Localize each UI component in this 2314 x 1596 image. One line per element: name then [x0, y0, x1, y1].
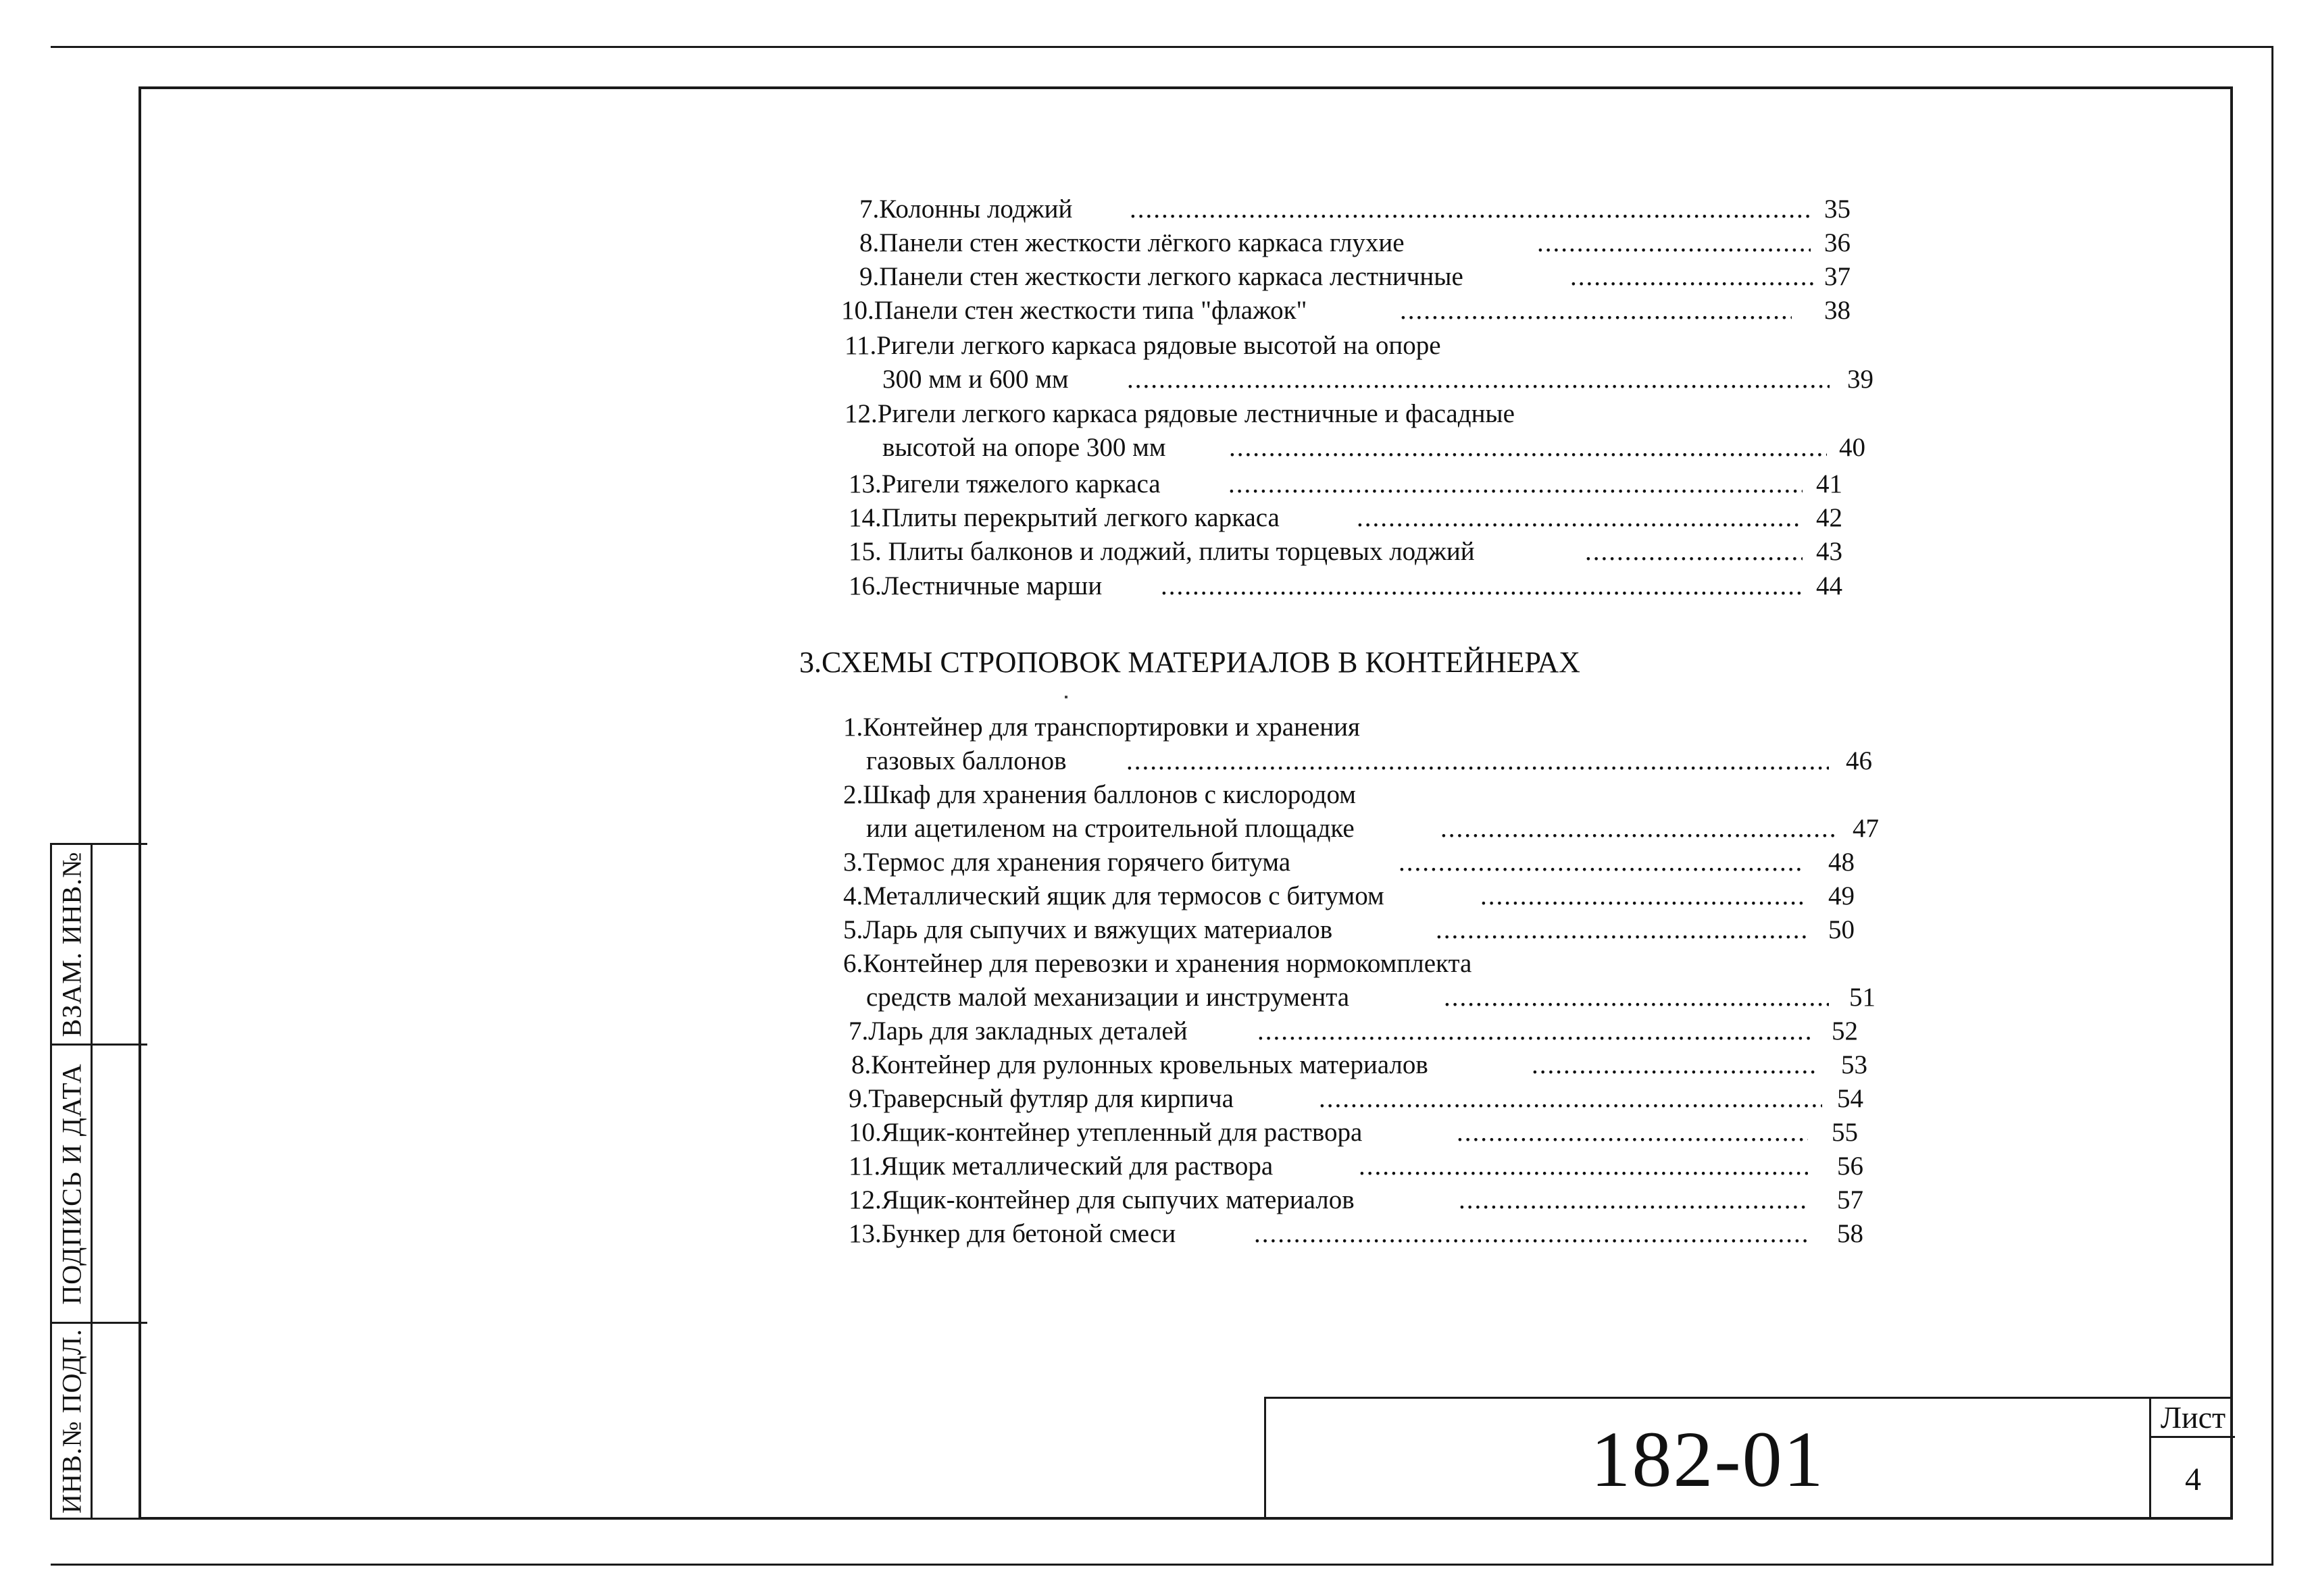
toc-row-leader	[1532, 1048, 1819, 1082]
toc-row-page: 52	[1832, 1016, 1858, 1046]
toc-row-leader	[1228, 467, 1803, 501]
toc-row-page: 55	[1832, 1118, 1858, 1147]
toc-row-page: 35	[1824, 195, 1851, 224]
bottom-trim-line	[51, 1564, 2273, 1566]
side-label-replacement: ВЗАМ. ИНВ.№	[56, 851, 86, 1037]
toc-row-text: 9.Траверсный футляр для кирпича	[849, 1084, 1234, 1113]
toc-row-text: 16.Лестничные марши	[849, 571, 1103, 600]
toc-row-text: 6.Контейнер для перевозки и хранения нормокомплекта	[843, 949, 1472, 978]
toc-row-leader	[1254, 1217, 1808, 1251]
toc-row-leader	[1436, 913, 1806, 947]
toc-row-text: 1.Контейнер для транспортировки и хранения	[843, 713, 1360, 742]
toc-row-leader	[1459, 1183, 1808, 1217]
toc-row-page: 53	[1841, 1050, 1867, 1079]
right-trim-line	[2271, 46, 2273, 1566]
toc-row-leader	[1127, 363, 1830, 396]
toc-row-text: 3.Термос для хранения горячего битума	[843, 848, 1291, 877]
toc-row-leader	[1585, 535, 1803, 569]
side-cell-signature	[50, 1044, 147, 1324]
toc-row-text: 12.Ящик-контейнер для сыпучих материалов	[849, 1185, 1355, 1214]
toc-row-leader	[1229, 431, 1827, 465]
scan-mark	[1065, 696, 1067, 698]
document-code: 182-01	[1590, 1414, 1825, 1503]
toc-row-leader	[1537, 226, 1811, 260]
toc-row-leader	[1480, 879, 1805, 913]
toc-row-page: 44	[1816, 571, 1842, 600]
toc-row-page: 42	[1816, 503, 1842, 532]
toc-row-leader	[1357, 501, 1803, 535]
toc-row-page: 43	[1816, 537, 1842, 566]
toc-row-text: газовых баллонов	[866, 746, 1067, 775]
toc-row-page: 58	[1837, 1219, 1863, 1248]
toc-row-leader	[1399, 846, 1804, 879]
toc-row-page: 49	[1828, 881, 1855, 910]
toc-row-leader	[1570, 260, 1813, 294]
toc-row-text: 8.Панели стен жесткости лёгкого каркаса глухие	[859, 228, 1405, 257]
title-block	[1264, 1397, 2233, 1520]
toc-row-text: 2.Шкаф для хранения баллонов с кислородом	[843, 780, 1356, 809]
toc-row-text: 5.Ларь для сыпучих и вяжущих материалов	[843, 915, 1333, 944]
toc-row-text: 8.Контейнер для рулонных кровельных материалов	[851, 1050, 1428, 1079]
toc-row-page: 36	[1824, 228, 1851, 257]
toc-row-leader	[1444, 981, 1829, 1014]
toc-row-leader	[1359, 1150, 1808, 1183]
toc-row-page: 56	[1837, 1152, 1863, 1181]
toc-row-page: 38	[1824, 296, 1851, 325]
toc-row-leader	[1319, 1082, 1822, 1116]
side-label-signature: ПОДПИСЬ И ДАТА	[56, 1062, 86, 1305]
toc-row-text: 10.Панели стен жесткости типа "флажок"	[841, 296, 1307, 325]
toc-row-page: 40	[1839, 433, 1865, 462]
toc-row-text: 13.Бункер для бетоной смеси	[849, 1219, 1176, 1248]
toc-row-text: 12.Ригели легкого каркаса рядовые лестничные и фасадные	[845, 399, 1515, 428]
sheet-label: Лист	[2151, 1399, 2235, 1438]
sheet-cell	[2149, 1399, 2235, 1520]
toc-row-text: 7.Колонны лоджий	[859, 195, 1073, 224]
toc-row-page: 57	[1837, 1185, 1863, 1214]
toc-row-text: 14.Плиты перекрытий легкого каркаса	[849, 503, 1280, 532]
toc-row-leader	[1161, 569, 1803, 603]
toc-row-text: 11.Ригели легкого каркаса рядовые высотой на опоре	[845, 331, 1441, 360]
toc-row-page: 54	[1837, 1084, 1863, 1113]
toc-row-page: 46	[1846, 746, 1872, 775]
toc-row-leader	[1440, 812, 1836, 846]
toc-row-page: 50	[1828, 915, 1855, 944]
toc-row-page: 48	[1828, 848, 1855, 877]
toc-row-text: 11.Ящик металлический для раствора	[849, 1152, 1274, 1181]
toc-row-leader	[1130, 192, 1812, 226]
toc-row-page: 37	[1824, 262, 1851, 291]
toc-row-leader	[1457, 1116, 1808, 1150]
toc-row-page: 39	[1847, 365, 1873, 394]
toc-row-text: 4.Металлический ящик для термосов с битумом	[843, 881, 1384, 910]
side-cell-original	[50, 1322, 147, 1520]
toc-row-page: 47	[1853, 814, 1879, 843]
top-trim-line	[51, 46, 2273, 48]
section-heading: 3.СХЕМЫ СТРОПОВОК МАТЕРИАЛОВ В КОНТЕЙНЕРАХ	[799, 646, 1580, 679]
toc-row-page: 51	[1849, 983, 1876, 1012]
toc-row-text: 13.Ригели тяжелого каркаса	[849, 469, 1161, 498]
toc-row-text: 10.Ящик-контейнер утепленный для раствора	[849, 1118, 1363, 1147]
toc-row-text: 9.Панели стен жесткости легкого каркаса лестничные	[859, 262, 1463, 291]
toc-row-page: 41	[1816, 469, 1842, 498]
toc-row-leader	[1126, 744, 1829, 778]
side-label-original: ИНВ.№ ПОДЛ.	[56, 1328, 86, 1514]
side-cell-replacement	[50, 843, 147, 1046]
toc-row-leader	[1400, 294, 1792, 328]
toc-row-text: 300 мм и 600 мм	[882, 365, 1069, 394]
toc-row-leader	[1257, 1014, 1811, 1048]
toc-row-text: или ацетиленом на строительной площадке	[866, 814, 1355, 843]
toc-row-text: 15. Плиты балконов и лоджий, плиты торцевых лоджий	[849, 537, 1475, 566]
toc-row-text: 7.Ларь для закладных деталей	[849, 1016, 1188, 1046]
toc-row-text: высотой на опоре 300 мм	[882, 433, 1166, 462]
sheet-number: 4	[2185, 1462, 2201, 1497]
toc-row-text: средств малой механизации и инструмента	[866, 983, 1350, 1012]
